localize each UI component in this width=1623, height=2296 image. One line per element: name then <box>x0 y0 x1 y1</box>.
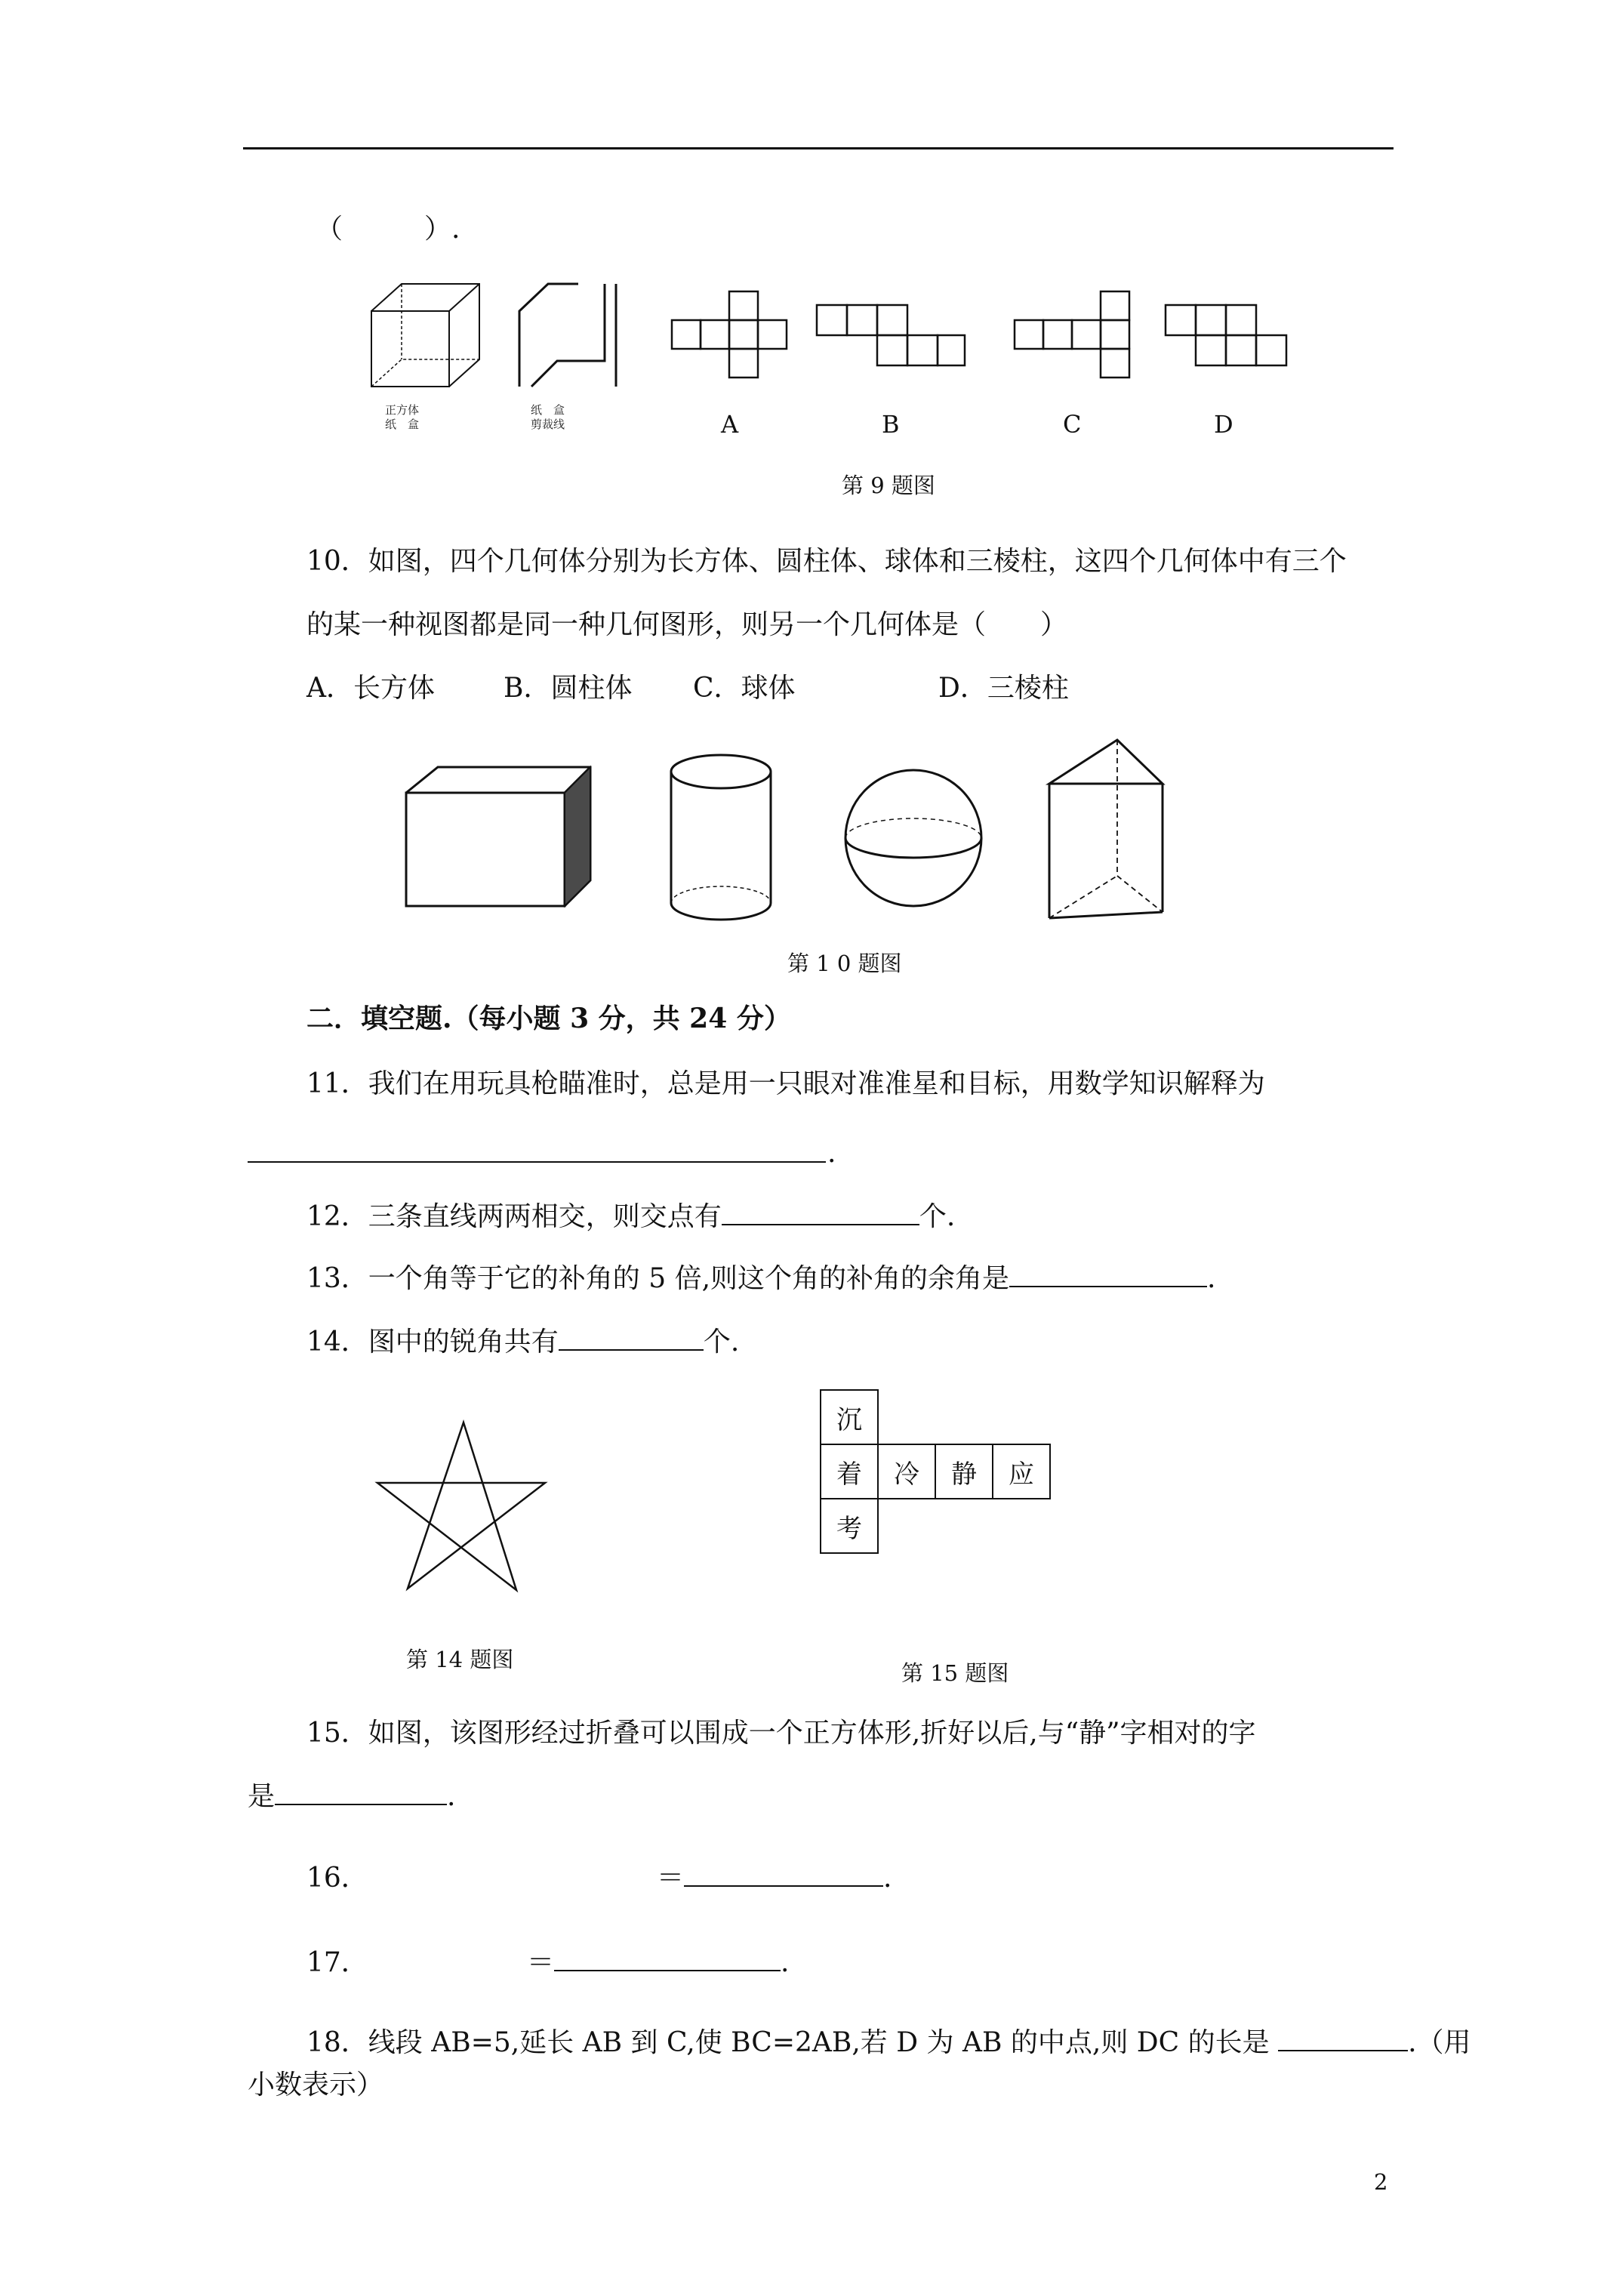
net-cell-jing: 静 <box>935 1444 993 1499</box>
q17-number: 17． <box>306 1947 368 1978</box>
q11-end: . <box>827 1138 836 1169</box>
q18-line2: 小数表示） <box>248 2069 384 2100</box>
q15-line1: 15．如图，该图形经过折叠可以围成一个正方体形,折好以后,与“静”字相对的字 <box>306 1718 1256 1749</box>
q14-answer-blank[interactable] <box>559 1327 704 1351</box>
q16-number: 16． <box>306 1863 368 1894</box>
net-option-d <box>1164 304 1292 371</box>
page-number: 2 <box>1374 2169 1388 2195</box>
option-d-label: D <box>1214 410 1233 439</box>
q14-star-figure <box>374 1421 548 1595</box>
q18-line1: 18．线段 AB=5,延长 AB 到 C,使 BC=2AB,若 D 为 AB 的中点,则 DC 的长是 .（用 <box>306 2027 1471 2058</box>
section2-heading: 二．填空题.（每小题 3 分，共 24 分） <box>306 1003 791 1034</box>
q11-answer-blank[interactable] <box>248 1161 826 1163</box>
q10-line2: 的某一种视图都是同一种几何图形，则另一个几何体是（ ） <box>306 609 1068 640</box>
q10-option-a: A．长方体 <box>306 673 435 704</box>
q9-caption: 第 9 题图 <box>842 473 935 498</box>
q17-line: ＝ . <box>527 1947 790 1978</box>
net-label-1: 纸 盒 <box>531 403 565 417</box>
q15-caption: 第 15 题图 <box>901 1660 1009 1686</box>
q11-line1: 11．我们在用玩具枪瞄准时，总是用一只眼对准准星和目标，用数学知识解释为 <box>306 1068 1265 1099</box>
q10-line1: 10．如图，四个几何体分别为长方体、圆柱体、球体和三棱柱，这四个几何体中有三个 <box>306 546 1347 577</box>
q10-solids-figure <box>400 732 1185 929</box>
net-label-2: 剪裁线 <box>531 418 565 431</box>
option-b-label: B <box>882 410 900 439</box>
option-a-label: A <box>721 410 739 439</box>
option-c-label: C <box>1063 410 1082 439</box>
q16-answer-blank[interactable] <box>684 1863 883 1887</box>
q9-answer-paren: （ ）. <box>316 214 460 245</box>
net-cell-zhuo: 着 <box>820 1444 879 1499</box>
q15-answer-blank[interactable] <box>275 1781 447 1805</box>
cube-box-figure <box>362 281 491 394</box>
q10-option-c: C．球体 <box>693 673 796 704</box>
net-option-b <box>815 304 966 371</box>
q13-line: 13．一个角等于它的补角的 5 倍,则这个角的补角的余角是 . <box>306 1263 1216 1294</box>
q16-line: ＝ . <box>657 1863 892 1894</box>
q10-option-b: B．圆柱体 <box>504 673 633 704</box>
q13-answer-blank[interactable] <box>1009 1263 1207 1287</box>
cut-box-figure <box>510 281 631 394</box>
cube-label-2: 纸 盒 <box>385 418 420 431</box>
net-cell-leng: 冷 <box>877 1444 936 1499</box>
net-option-a <box>670 290 791 381</box>
q10-option-d: D．三棱柱 <box>938 673 1069 704</box>
q15-line2: 是 . <box>248 1781 456 1812</box>
q14-caption: 第 14 题图 <box>406 1647 514 1672</box>
net-cell-ying: 应 <box>992 1444 1051 1499</box>
net-cell-chen: 沉 <box>820 1389 879 1445</box>
q14-line: 14．图中的锐角共有 个. <box>306 1327 740 1358</box>
net-cell-kao: 考 <box>820 1498 879 1554</box>
q10-caption: 第 1 0 题图 <box>787 951 902 976</box>
q12-line: 12．三条直线两两相交，则交点有 个. <box>306 1201 956 1232</box>
header-rule <box>243 147 1394 149</box>
net-option-c <box>1013 290 1141 381</box>
q17-answer-blank[interactable] <box>554 1947 781 1971</box>
cube-label-1: 正方体 <box>385 403 420 417</box>
q18-answer-blank[interactable] <box>1278 2027 1408 2051</box>
q12-answer-blank[interactable] <box>722 1201 919 1225</box>
